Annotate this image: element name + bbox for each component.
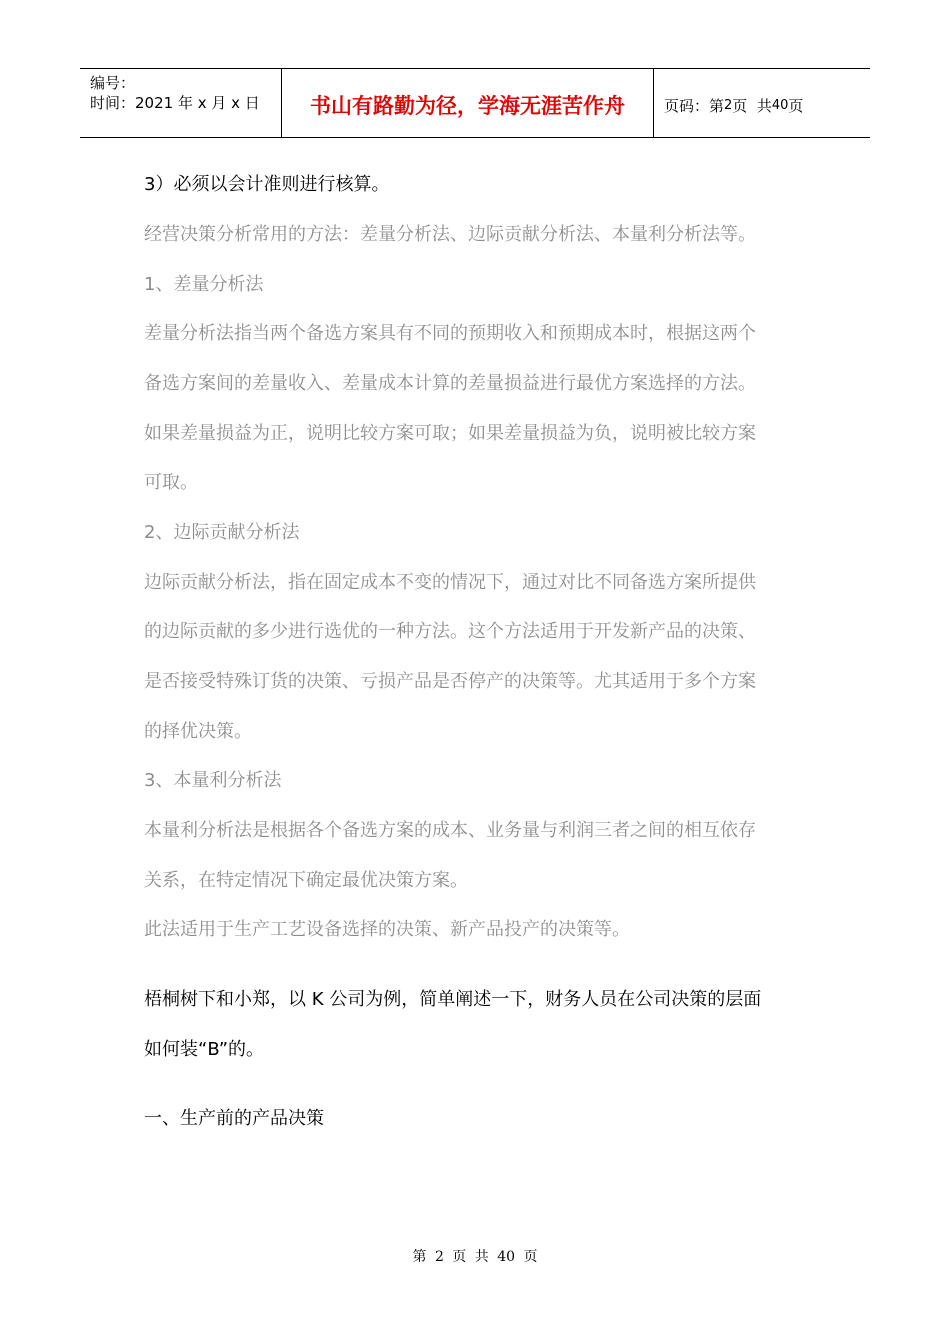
header-page-indicator [654, 69, 870, 137]
page-prefix: 页码：第 [664, 96, 725, 115]
body-line: 是否接受特殊订货的决策、亏损产品是否停产的决策等。尤其适用于多个方案 [144, 671, 756, 692]
body-line: 备选方案间的差量收入、差量成本计算的差量损益进行最优方案选择的方法。 [144, 373, 756, 394]
section-heading-marginal: 2、边际贡献分析法 [144, 522, 300, 543]
document-date-label: 时间：2021 年 x 月 x 日 [90, 94, 260, 112]
header-meta-cell [80, 69, 282, 137]
body-line: 可取。 [144, 472, 198, 493]
section-heading-pre-production: 一、生产前的产品决策 [144, 1108, 324, 1129]
body-line-case-intro: 梧桐树下和小郑，以 K 公司为例，简单阐述一下，财务人员在公司决策的层面 [144, 989, 762, 1010]
header-motto: 书山有路勤为径，学海无涯苦作舟 [282, 69, 654, 137]
body-line: 边际贡献分析法，指在固定成本不变的情况下，通过对比不同备选方案所提供 [144, 572, 756, 593]
body-line: 如果差量损益为正，说明比较方案可取；如果差量损益为负，说明被比较方案 [144, 423, 756, 444]
document-number-label: 编号： [90, 74, 136, 92]
page-total: 40 [771, 97, 789, 113]
page-header [80, 68, 870, 138]
section-heading-differential: 1、差量分析法 [144, 274, 264, 295]
body-line: 差量分析法指当两个备选方案具有不同的预期收入和预期成本时，根据这两个 [144, 323, 756, 344]
section-heading-cvp: 3、本量利分析法 [144, 770, 282, 791]
body-line: 此法适用于生产工艺设备选择的决策、新产品投产的决策等。 [144, 919, 630, 940]
body-line: 本量利分析法是根据各个备选方案的成本、业务量与利润三者之间的相互依存 [144, 820, 756, 841]
page-suffix: 页 [788, 96, 804, 115]
body-line-accounting-rule: 3）必须以会计准则进行核算。 [144, 174, 390, 195]
body-line-methods-intro: 经营决策分析常用的方法：差量分析法、边际贡献分析法、本量利分析法等。 [144, 224, 756, 245]
body-line-case-intro-cont: 如何装“B”的。 [144, 1039, 265, 1060]
page-current: 2 [724, 97, 733, 113]
body-line: 关系，在特定情况下确定最优决策方案。 [144, 870, 468, 891]
page-mid: 页 共 [732, 96, 772, 115]
body-line: 的边际贡献的多少进行选优的一种方法。这个方法适用于开发新产品的决策、 [144, 621, 756, 642]
page-footer: 第 2 页 共 40 页 [412, 1249, 538, 1265]
body-line: 的择优决策。 [144, 721, 252, 742]
